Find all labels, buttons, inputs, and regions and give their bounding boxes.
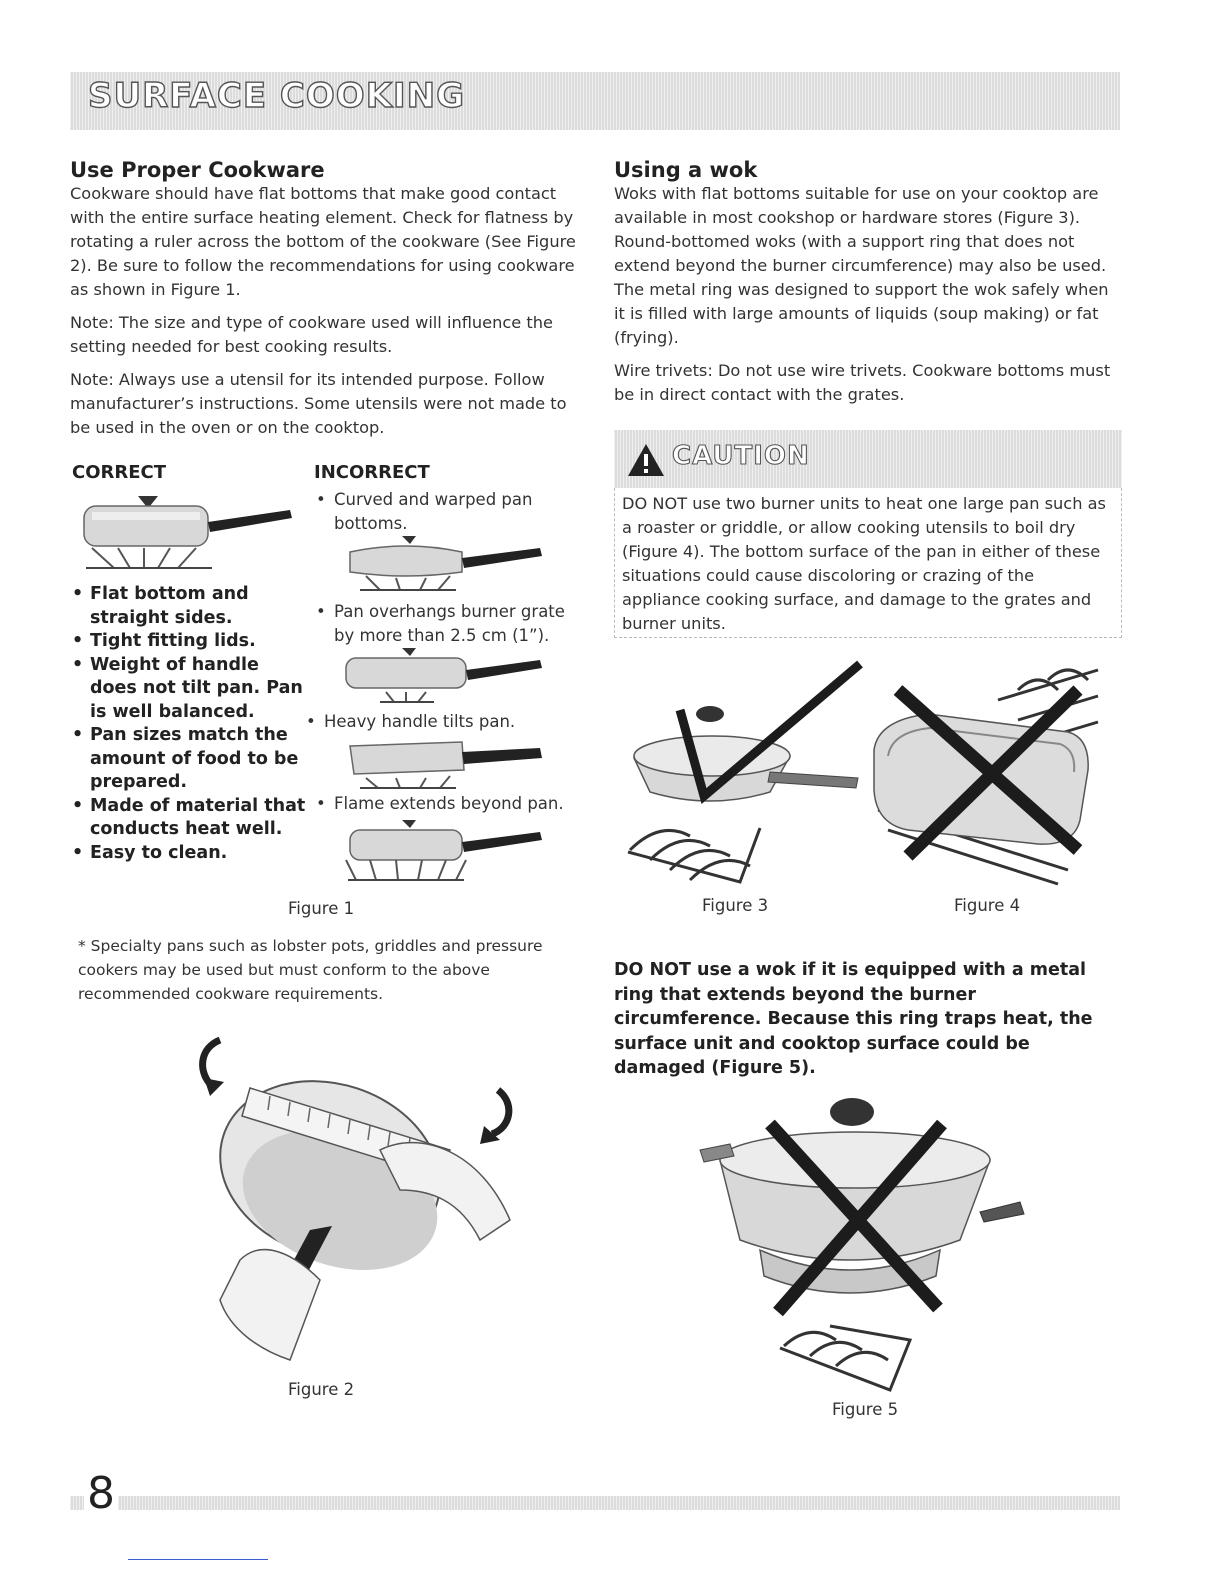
warped-pan-illustration [346,536,546,592]
right-column [614,158,1122,416]
specialty-pans-note: * Specialty pans such as lobster pots, griddles and pressure cookers may be used but must conform to the above recommended cookware requirements. [78,937,543,1003]
correct-pan-illustration [78,492,298,572]
wok-ring-warning-text: DO NOT use a wok if it is equipped with a metal ring that extends beyond the burner circumference. Because this ring traps heat, the surface unit and cooktop surface could be damaged (Figure 5). [614,960,1093,1078]
list-item: • Flame extends beyond pan. [316,792,582,816]
caution-text: DO NOT use two burner units to heat one large pan such as a roaster or griddle, or allow cooking utensils to boil dry (Figure 4). The bottom surface of the pan in either of these situations could cause discoloring or crazing of the appliance cooking surface, and damage to the grates and burner units. [622,494,1106,633]
correct-features-list [72,583,308,865]
heavy-handle-pan-illustration [346,740,546,790]
incorrect-griddle-illustration [868,660,1104,890]
list-item: • Curved and warped pan bottoms. [316,488,582,536]
figure-1-caption: Figure 1 [288,899,355,918]
wok-ring-warning [614,958,1094,1081]
incorrect-wok-ring-illustration [700,1090,1040,1400]
figure-4-caption: Figure 4 [954,896,1021,915]
figure-5-caption: Figure 5 [832,1400,899,1419]
note-utensil-paragraph: Note: Always use a utensil for its intended purpose. Follow manufacturer’s instructions. Some utensils were not made to be used in the oven or on the cooktop. [70,370,567,437]
incorrect-label: INCORRECT [314,462,430,483]
caution-body [622,492,1116,636]
incorrect-item-3 [306,710,582,734]
page-number: 8 [84,1468,118,1519]
ruler-flatness-check-illustration [180,1030,540,1390]
footnote [78,934,582,1006]
list-item: • Pan overhangs burner grate by more than 2.5 cm (1”). [316,600,582,648]
list-item: • Heavy handle tilts pan. [306,710,582,734]
footer-link-underline [128,1559,268,1560]
note-size-paragraph: Note: The size and type of cookware used will influence the setting needed for best cooking results. [70,313,553,356]
left-column [70,158,582,449]
list-item: • Flat bottom and straight sides. [72,583,308,630]
figure-2-caption: Figure 2 [288,1380,355,1399]
warning-triangle-icon [626,442,666,478]
heading-using-a-wok: Using a wok [614,158,758,182]
section-title: SURFACE COOKING [88,76,466,116]
footer-band [70,1496,1120,1510]
heading-use-proper-cookware: Use Proper Cookware [70,158,325,182]
figure-3-caption: Figure 3 [702,896,769,915]
incorrect-item-2 [316,600,582,648]
wire-trivets-paragraph: Wire trivets: Do not use wire trivets. Cookware bottoms must be in direct contact with the grates. [614,361,1111,404]
list-item: • Made of material that conducts heat well. [72,795,308,842]
incorrect-item-4 [316,792,582,816]
list-item: • Easy to clean. [72,842,308,866]
overhang-pan-illustration [346,648,546,704]
flame-pan-illustration [346,820,546,884]
wok-paragraph: Woks with flat bottoms suitable for use on your cooktop are available in most cookshop or hardware stores (Figure 3). Round-bottomed woks (with a support ring that does not extend beyond the burner circumference) may also be used. The metal ring was designed to support the wok safely when it is filled with large amounts of liquids (soup making) or fat (frying). [614,184,1109,347]
cookware-paragraph: Cookware should have flat bottoms that make good contact with the entire surface heating element. Check for flatness by rotating a ruler across the bottom of the cookware (See Figure 2). Be sure to follow the recommendations for using cookware as shown in Figure 1. [70,184,576,299]
caution-title: CAUTION [672,441,810,471]
list-item: • Weight of handle does not tilt pan. Pan is well balanced. [72,654,308,725]
correct-wok-illustration [620,660,880,890]
correct-label: CORRECT [72,462,167,483]
list-item: • Tight fitting lids. [72,630,308,654]
incorrect-item-1 [316,488,582,536]
list-item: • Pan sizes match the amount of food to be prepared. [72,724,308,795]
